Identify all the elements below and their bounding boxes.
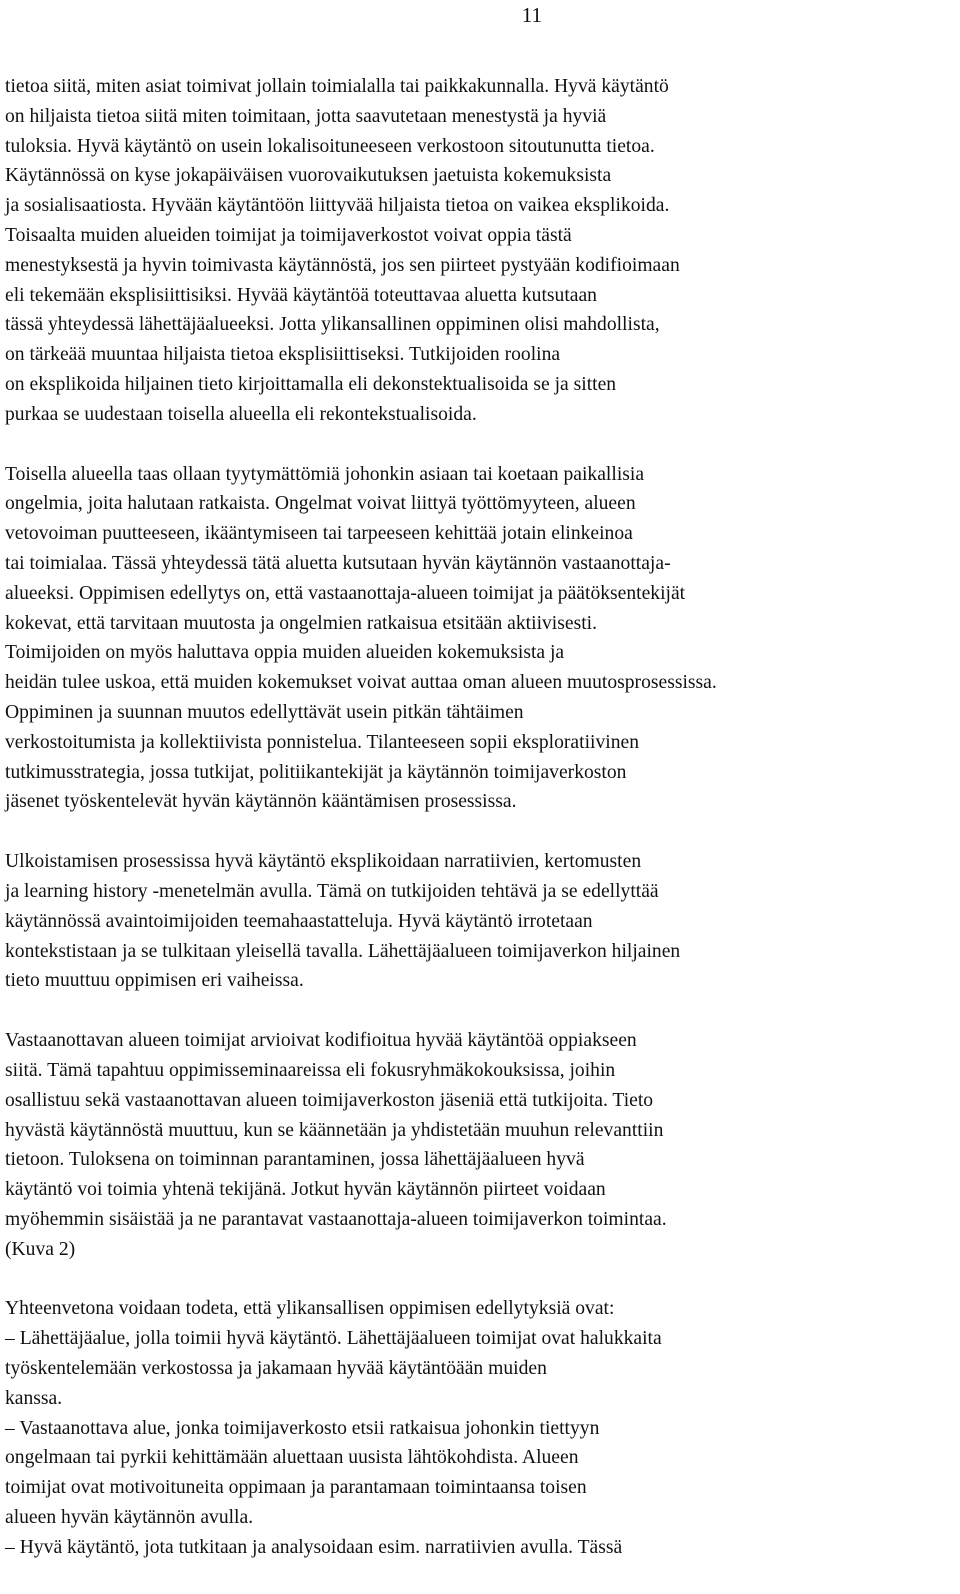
- text-line: on eksplikoida hiljainen tieto kirjoittamalla eli dekonstektualisoida se ja sitten: [5, 373, 617, 395]
- text-line: kanssa.: [5, 1387, 63, 1409]
- text-line: alueeksi. Oppimisen edellytys on, että vastaanottaja-alueen toimijat ja päätöksentekijät: [5, 582, 686, 604]
- text-line: Oppiminen ja suunnan muutos edellyttävät usein pitkän tähtäimen: [5, 701, 524, 723]
- text-line: Vastaanottavan alueen toimijat arvioivat kodifioitua hyvää käytäntöä oppiakseen: [5, 1030, 637, 1052]
- text-line: vetovoiman puutteeseen, ikääntymiseen tai tarpeeseen kehittää jotain elinkeinoa: [5, 523, 633, 545]
- paragraph: [5, 847, 955, 996]
- text-line: ongelmia, joita halutaan ratkaista. Ongelmat voivat liittyä työttömyyteen, alueen: [5, 493, 636, 515]
- text-line: alueen hyvän käytännön avulla.: [5, 1507, 254, 1529]
- text-line: kokevat, että tarvitaan muutosta ja ongelmien ratkaisua etsitään aktiivisesti.: [5, 612, 597, 634]
- text-line: – Hyvä käytäntö, jota tutkitaan ja analysoidaan esim. narratiivien avulla. Tässä: [5, 1536, 623, 1558]
- paragraph: [5, 460, 955, 818]
- text-line: – Vastaanottava alue, jonka toimijaverkosto etsii ratkaisua johonkin tiettyyn: [5, 1417, 600, 1439]
- text-line: on tärkeää muuntaa hiljaista tietoa eksplisiittiseksi. Tutkijoiden roolina: [5, 344, 561, 366]
- text-line: on hiljaista tietoa siitä miten toimitaan, jotta saavutetaan menestystä ja hyviä: [5, 105, 607, 127]
- text-line: (Kuva 2): [5, 1238, 76, 1260]
- text-line: hyvästä käytännöstä muuttuu, kun se käännetään ja yhdistetään muuhun relevanttiin: [5, 1119, 664, 1141]
- text-line: jäsenet työskentelevät hyvän käytännön kääntämisen prosessissa.: [5, 791, 517, 813]
- body-text: [5, 72, 955, 1563]
- text-line: heidän tulee uskoa, että muiden kokemukset voivat auttaa oman alueen muutosprosessissa.: [5, 672, 717, 694]
- text-line: verkostoitumista ja kollektiivista ponnistelua. Tilanteeseen sopii eksploratiivinen: [5, 731, 639, 753]
- text-line: tieto muuttuu oppimisen eri vaiheissa.: [5, 970, 304, 992]
- text-line: Yhteenvetona voidaan todeta, että ylikansallisen oppimisen edellytyksiä ovat:: [5, 1298, 615, 1320]
- text-line: toimijat ovat motivoituneita oppimaan ja parantamaan toimintaansa toisen: [5, 1477, 587, 1499]
- text-line: tutkimusstrategia, jossa tutkijat, politiikantekijät ja käytännön toimijaverkoston: [5, 761, 627, 783]
- text-line: tai toimialaa. Tässä yhteydessä tätä aluetta kutsutaan hyvän käytännön vastaanottaja-: [5, 552, 671, 574]
- text-line: tässä yhteydessä lähettäjäalueeksi. Jotta ylikansallinen oppiminen olisi mahdollista,: [5, 314, 660, 336]
- paragraph: [5, 72, 955, 430]
- text-line: käytäntö voi toimia yhtenä tekijänä. Jotkut hyvän käytännön piirteet voidaan: [5, 1179, 606, 1201]
- text-line: Toisella alueella taas ollaan tyytymättömiä johonkin asiaan tai koetaan paikallisia: [5, 463, 645, 485]
- text-line: – Lähettäjäalue, jolla toimii hyvä käytäntö. Lähettäjäalueen toimijat ovat halukkaita: [5, 1328, 662, 1350]
- paragraph: [5, 1294, 955, 1562]
- text-line: eli tekemään eksplisiittisiksi. Hyvää käytäntöä toteuttavaa aluetta kutsutaan: [5, 284, 597, 306]
- text-line: Toisaalta muiden alueiden toimijat ja toimijaverkostot voivat oppia tästä: [5, 224, 572, 246]
- text-line: menestyksestä ja hyvin toimivasta käytännöstä, jos sen piirteet pystyään kodifioimaan: [5, 254, 680, 276]
- text-line: työskentelemään verkostossa ja jakamaan hyvää käytäntöään muiden: [5, 1358, 547, 1380]
- text-line: tietoa siitä, miten asiat toimivat jollain toimialalla tai paikkakunnalla. Hyvä käytäntö: [5, 76, 669, 97]
- text-line: Ulkoistamisen prosessissa hyvä käytäntö eksplikoidaan narratiivien, kertomusten: [5, 851, 642, 873]
- page-number: 11: [521, 3, 542, 27]
- text-line: ja sosialisaatiosta. Hyvään käytäntöön liittyvää hiljaista tietoa on vaikea eksplikoida.: [5, 195, 670, 217]
- paragraph: [5, 1026, 955, 1264]
- text-line: tuloksia. Hyvä käytäntö on usein lokalisoituneeseen verkostoon sitoutunutta tietoa.: [5, 135, 655, 157]
- text-line: käytännössä avaintoimijoiden teemahaastatteluja. Hyvä käytäntö irrotetaan: [5, 910, 593, 932]
- text-line: ja learning history -menetelmän avulla. Tämä on tutkijoiden tehtävä ja se edellyttää: [5, 880, 659, 902]
- text-line: kontekstistaan ja se tulkitaan yleisellä tavalla. Lähettäjäalueen toimijaverkon hiljainen: [5, 940, 681, 962]
- text-line: osallistuu sekä vastaanottavan alueen toimijaverkoston jäseniä että tutkijoita. Tieto: [5, 1089, 654, 1111]
- text-line: Toimijoiden on myös haluttava oppia muiden alueiden kokemuksista ja: [5, 642, 565, 664]
- text-line: ongelmaan tai pyrkii kehittämään aluettaan uusista lähtökohdista. Alueen: [5, 1447, 579, 1469]
- text-line: siitä. Tämä tapahtuu oppimisseminaareissa eli fokusryhmäkokouksissa, joihin: [5, 1059, 616, 1081]
- text-line: myöhemmin sisäistää ja ne parantavat vastaanottaja-alueen toimijaverkon toimintaa.: [5, 1208, 667, 1230]
- text-line: tietoon. Tuloksena on toiminnan parantaminen, jossa lähettäjäalueen hyvä: [5, 1149, 585, 1171]
- text-line: Käytännössä on kyse jokapäiväisen vuorovaikutuksen jaetuista kokemuksista: [5, 165, 612, 187]
- text-line: purkaa se uudestaan toisella alueella eli rekontekstualisoida.: [5, 403, 477, 425]
